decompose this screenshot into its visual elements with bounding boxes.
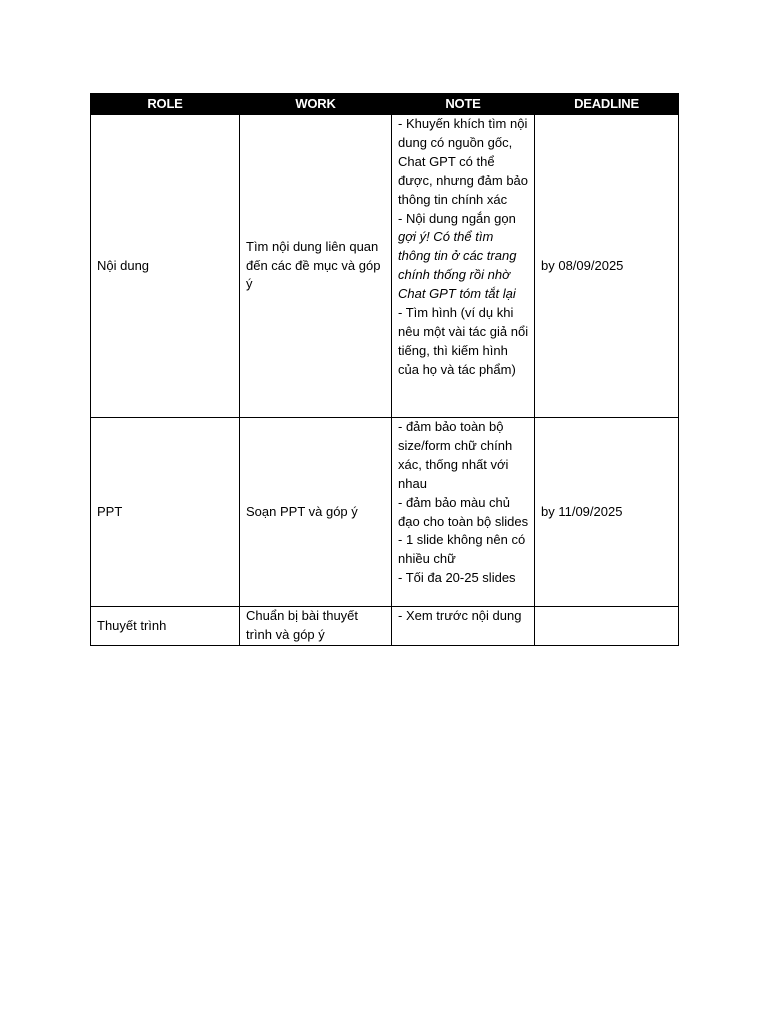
header-deadline: DEADLINE: [535, 94, 679, 115]
note-cell: [392, 418, 535, 607]
table-row: [91, 418, 679, 607]
table-header-row: [91, 94, 679, 115]
work-cell: Chuẩn bị bài thuyết trình và góp ý: [240, 607, 392, 646]
work-cell: Tìm nội dung liên quan đến các đề mục và góp ý: [240, 115, 392, 418]
note-item: - đảm bảo màu chủ đạo cho toàn bộ slides: [398, 494, 529, 529]
header-role: ROLE: [91, 94, 240, 115]
table-row: [91, 607, 679, 646]
role-cell: PPT: [91, 418, 240, 607]
note-item: - Tìm hình (ví dụ khi nêu một vài tác giả nổi tiếng, thì kiếm hình của họ và tác phẩm): [398, 305, 529, 377]
table-row: [91, 115, 679, 418]
note-item: [398, 210, 529, 305]
note-item-italic: gợi ý! Có thể tìm thông tin ở các trang chính thống rồi nhờ Chat GPT tóm tắt lại: [398, 229, 517, 302]
note-item: - Xem trước nội dung: [398, 608, 522, 623]
work-cell: Soạn PPT và góp ý: [240, 418, 392, 607]
work-assignment-table: [90, 93, 679, 646]
note-item: - 1 slide không nên có nhiều chữ: [398, 532, 526, 567]
note-cell: [392, 607, 535, 646]
deadline-cell: by 11/09/2025: [535, 418, 679, 607]
note-item-text: - Nội dung ngắn gọn: [398, 210, 516, 226]
note-item: - Tối đa 20-25 slides: [398, 570, 516, 586]
deadline-cell: by 08/09/2025: [535, 115, 679, 418]
role-cell: Nội dung: [91, 115, 240, 418]
note-item: - Khuyến khích tìm nội dung có nguồn gốc, Chat GPT có thể được, nhưng đảm bảo thông tin chính xác: [398, 116, 529, 207]
role-cell: Thuyết trình: [91, 607, 240, 646]
header-note: NOTE: [392, 94, 535, 115]
note-cell: [392, 115, 535, 418]
header-work: WORK: [240, 94, 392, 115]
deadline-cell: [535, 607, 679, 646]
note-item: - đảm bảo toàn bộ size/form chữ chính xác, thống nhất với nhau: [398, 419, 513, 491]
